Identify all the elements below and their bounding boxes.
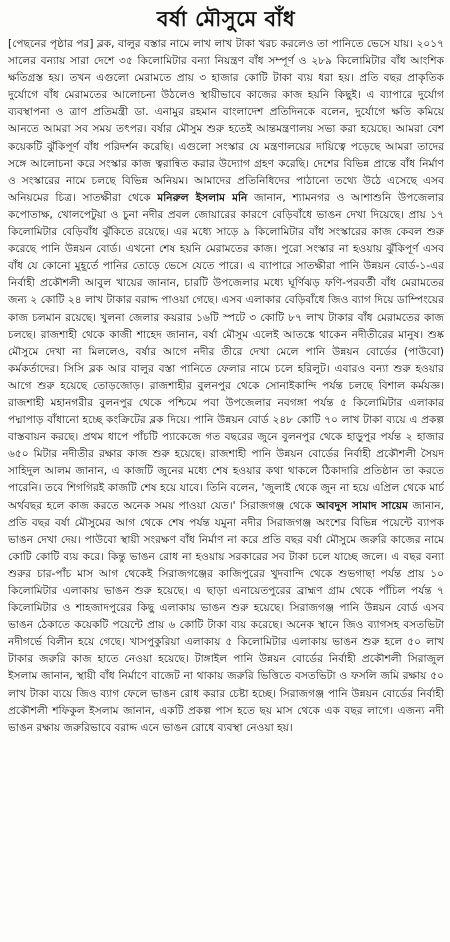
article-body (8, 36, 444, 940)
article-headline: বর্ষা মৌসুমে বাঁধ (156, 7, 296, 31)
reporter-name-satkhira: মনিরুল ইসলাম মনি (157, 191, 248, 204)
body-paragraph-part-1: [পেছনের পৃষ্ঠার পর] ব্লক, বালুর বস্তার নামে লাখ লাখ টাকা খরচ করলেও তা পানিতে ভেসে যায়। ২০১৭ সালের বন্যায় সারা দেশে ৩৫ কিলোমিটার বন্যা নিয়ন্ত্রণ বাঁধ সম্পূর্ণ ও ২৮৯ কিলোমিটার বাঁধ আংশিক ক্ষতিগ্রস্ত হয়। তখন এগুলো মেরামতে প্রায় ৩ হাজার কোটি টাকা ব্যয় ধরা হয়। প্রতি বছর প্রাকৃতিক দুর্যোগে বাঁধ মেরামতের আলোচনা উঠলেও স্থায়ীভাবে কাজের কাজ হয়নি কিছুই। এ ব্যাপারে দুর্যোগ ব্যবস্থাপনা ও ত্রাণ প্রতিমন্ত্রী ডা. এনামুর রহমান বাংলাদেশ প্রতিদিনকে বলেন, দুর্যোগে ক্ষতি কমিয়ে আনতে আমরা সব সময় তৎপর। বর্ষার মৌসুম শুরু হতেই আন্তমন্ত্রণালয় সভা করা হয়েছে। আমরা বেশ কয়েকটি ঝুঁকিপূর্ণ বাঁধ পরিদর্শন করেছি। এগুলো সংস্কার যে মন্ত্রণালয়ের দায়িত্বে পড়েছে আমরা তাদের সঙ্গে আলোচনা করে সংস্কার কাজ ত্বরান্বিত করার উদ্যোগ গ্রহণ করেছি। দেশের বিভিন্ন প্রান্তে বাঁধ নির্মাণ ও সংস্কারের নামে চলছে বিভিন্ন অনিয়ম। আমাদের প্রতিনিধিদের পাঠানো তথ্যে উঠে এসেছে এসব অনিয়মের চিত্র। সাতক্ষীরা থেকে (8, 38, 444, 204)
body-paragraph-part-2: জানান, শ্যামনগর ও আশাশুনি উপজেলার কপোতাক্ষ, খোলপেটুয়া ও চুনা নদীর প্রবল জোয়ারের কারণে বেড়িবাঁধে ভাঙন দেখা দিয়েছে। প্রায় ১৭ কিলোমিটার বেড়িবাঁধ ঝুঁকিতে রয়েছে। এর মধ্যে সাড়ে ৯ কিলোমিটার বাঁধ সংস্কারের কাজ কেবল শুরু করেছে পানি উন্নয়ন বোর্ড। এখনো শেষ হয়নি মেরামতের কাজ। পুরো সংস্কার না হওয়ায় ঝুঁকিপূর্ণ এসব বাঁধ যে কোনো মুহূর্তে পানির তোড়ে ভেসে যেতে পারে। এ ব্যাপারে সাতক্ষীরা পানি উন্নয়ন বোর্ড-১-এর নির্বাহী প্রকৌশলী আবুল খায়ের জানান, চারটি উপজেলার মধ্যে ঘূর্ণিঝড় ফণি-পরবর্তী বাঁধ মেরামতের জন্য ২ কোটি ২৪ লাখ টাকার বরাদ্দ পাওয়া গেছে। এসব এলাকার বেড়িবাঁধে জিও ব্যাগ দিয়ে ডাম্পিংয়ের কাজ চলমান রয়েছে। খুলনা জেলার কয়রার ১৬টি স্পটে ৩ কোটি ৮৭ লাখ টাকার বাঁধ মেরামতের কাজ চলছে। রাজশাহী থেকে কাজী শাহেদ জানান, বর্ষা মৌসুম এলেই আতঙ্কে থাকেন নদীতীরের মানুষ। শুষ্ক মৌসুমে দেখা না মিললেও, বর্ষার আগে নদীর তীরে দেখা মেলে পানি উন্নয়ন বোর্ডের (পাউবো) কর্মকর্তাদের। সিসি ব্লক আর বালুর বস্তা পানিতে ফেলার নামে চলে হরিলুট। এবারও বন্যা শুরু হওয়ার আগে শুরু হয়েছে তোড়জোড়। রাজশাহীর বুলনপুর থেকে সোনাইকান্দি পর্যন্ত চলছে বিশাল কর্মযজ্ঞ। রাজশাহী মহানগরীর বুলনপুর থেকে পশ্চিমে পবা উপজেলার নবগঙ্গা পর্যন্ত ৫ কিলোমিটার এলাকার পদ্মাপাড় বাঁধানো হচ্ছে কংক্রিটের ব্লক দিয়ে। পানি উন্নয়ন বোর্ড ২৪৮ কোটি ৭০ লাখ টাকা ব্যয়ে এ প্রকল্প বাস্তবায়ন করছে। প্রথম ধাপে পাঁচটি প্যাকেজে গত বছরের জুনে বুলনপুর থেকে হাড়ুপুর পর্যন্ত ২ হাজার ৬৫০ মিটার নদীতীর রক্ষার কাজ শুরু হয়েছে। রাজশাহী পানি উন্নয়ন বোর্ডের নির্বাহী প্রকৌশলী সৈয়দ সাহিদুল আলম জানান, এ কাজটি জুনের মধ্যে শেষ হওয়ার কথা থাকলে ঠিকাদারি প্রতিষ্ঠান তা করতে পারেনি। তবে শিগগিরই কাজটি শেষ হয়ে যাবে। তিনি বলেন, 'জুলাই থেকে জুন না হয়ে এপ্রিল থেকে মার্চ অর্থবছর হলে কাজ করতে অনেক সময় পাওয়া যেত।' সিরাজগঞ্জ থেকে (8, 191, 444, 512)
body-paragraph-part-3: জানান, প্রতি বছর বর্ষা মৌসুমের আগ থেকে শেষ পর্যন্ত যমুনা নদীর সিরাজগঞ্জ অংশের বিভিন্ন পয়েন্টে ব্যাপক ভাঙন দেখা দেয়। পাউবো স্থায়ী সংরক্ষণ বাঁধ নির্মাণ না করে প্রতি বছর বর্ষা মৌসুমে জরুরি কাজের নামে কোটি কোটি ব্যয় করে। কিন্তু ভাঙন রোধ না হওয়ায় সরকারের সব টাকা চলে যাচ্ছে জলে। এ বছর বন্যা শুরুর চার-পাঁচ মাস আগ থেকেই সিরাজগঞ্জের কাজিপুরের খুদবান্দি থেকে শুভগাছা পর্যন্ত প্রায় ১০ কিলোমিটার এলাকায় ভাঙন শুরু হয়েছে। এ ছাড়া এনায়েতপুরের ব্রাহ্মণ গ্রাম থেকে পাঁচিল পর্যন্ত ৭ কিলোমিটার ও শাহজাদপুরের কিছু এলাকায় ভাঙন শুরু হয়েছে। সিরাজগঞ্জ পানি উন্নয়ন বোর্ড এসব ভাঙন ঠেকাতে কয়েকটি পয়েন্টে প্রায় ৬ কোটি টাকা ব্যয় করেছে। অনেক স্থানে জিও ব্যাগসহ বসতভিটা নদীগর্ভে বিলীন হয়ে গেছে। খাসপুকুরিয়া এলাকায় ৫ কিলোমিটার এলাকায় ভাঙন শুরু হলে ৫০ লাখ টাকার জরুরি কাজ হাতে নেওয়া হয়েছে। টাঙ্গাইল পানি উন্নয়ন বোর্ডের নির্বাহী প্রকৌশলী সিরাজুল ইসলাম জানান, স্থায়ী বাঁধ নির্মাণে বাজেট না থাকায় জরুরি ভিত্তিতে বসতভিটা ও ফসলি জমি রক্ষায় ৫০ লাখ টাকা ব্যয়ে জিও ব্যাগ ফেলে ভাঙন রোধ করার চেষ্টা হচ্ছে। সিরাজগঞ্জ পানি উন্নয়ন বোর্ডের নির্বাহী প্রকৌশলী শফিকুল ইসলাম জানান, একটি প্রকল্প পাস হতে ছয় মাস থেকে এক বছর লাগে। এজন্য নদী ভাঙন রক্ষায় জরুরিভাবে বরাদ্দ এনে ভাঙন রোধে ব্যবস্থা নেওয়া হয়। (8, 499, 444, 734)
reporter-name-sirajganj: আবদুস সামাদ সায়েম (316, 499, 408, 512)
